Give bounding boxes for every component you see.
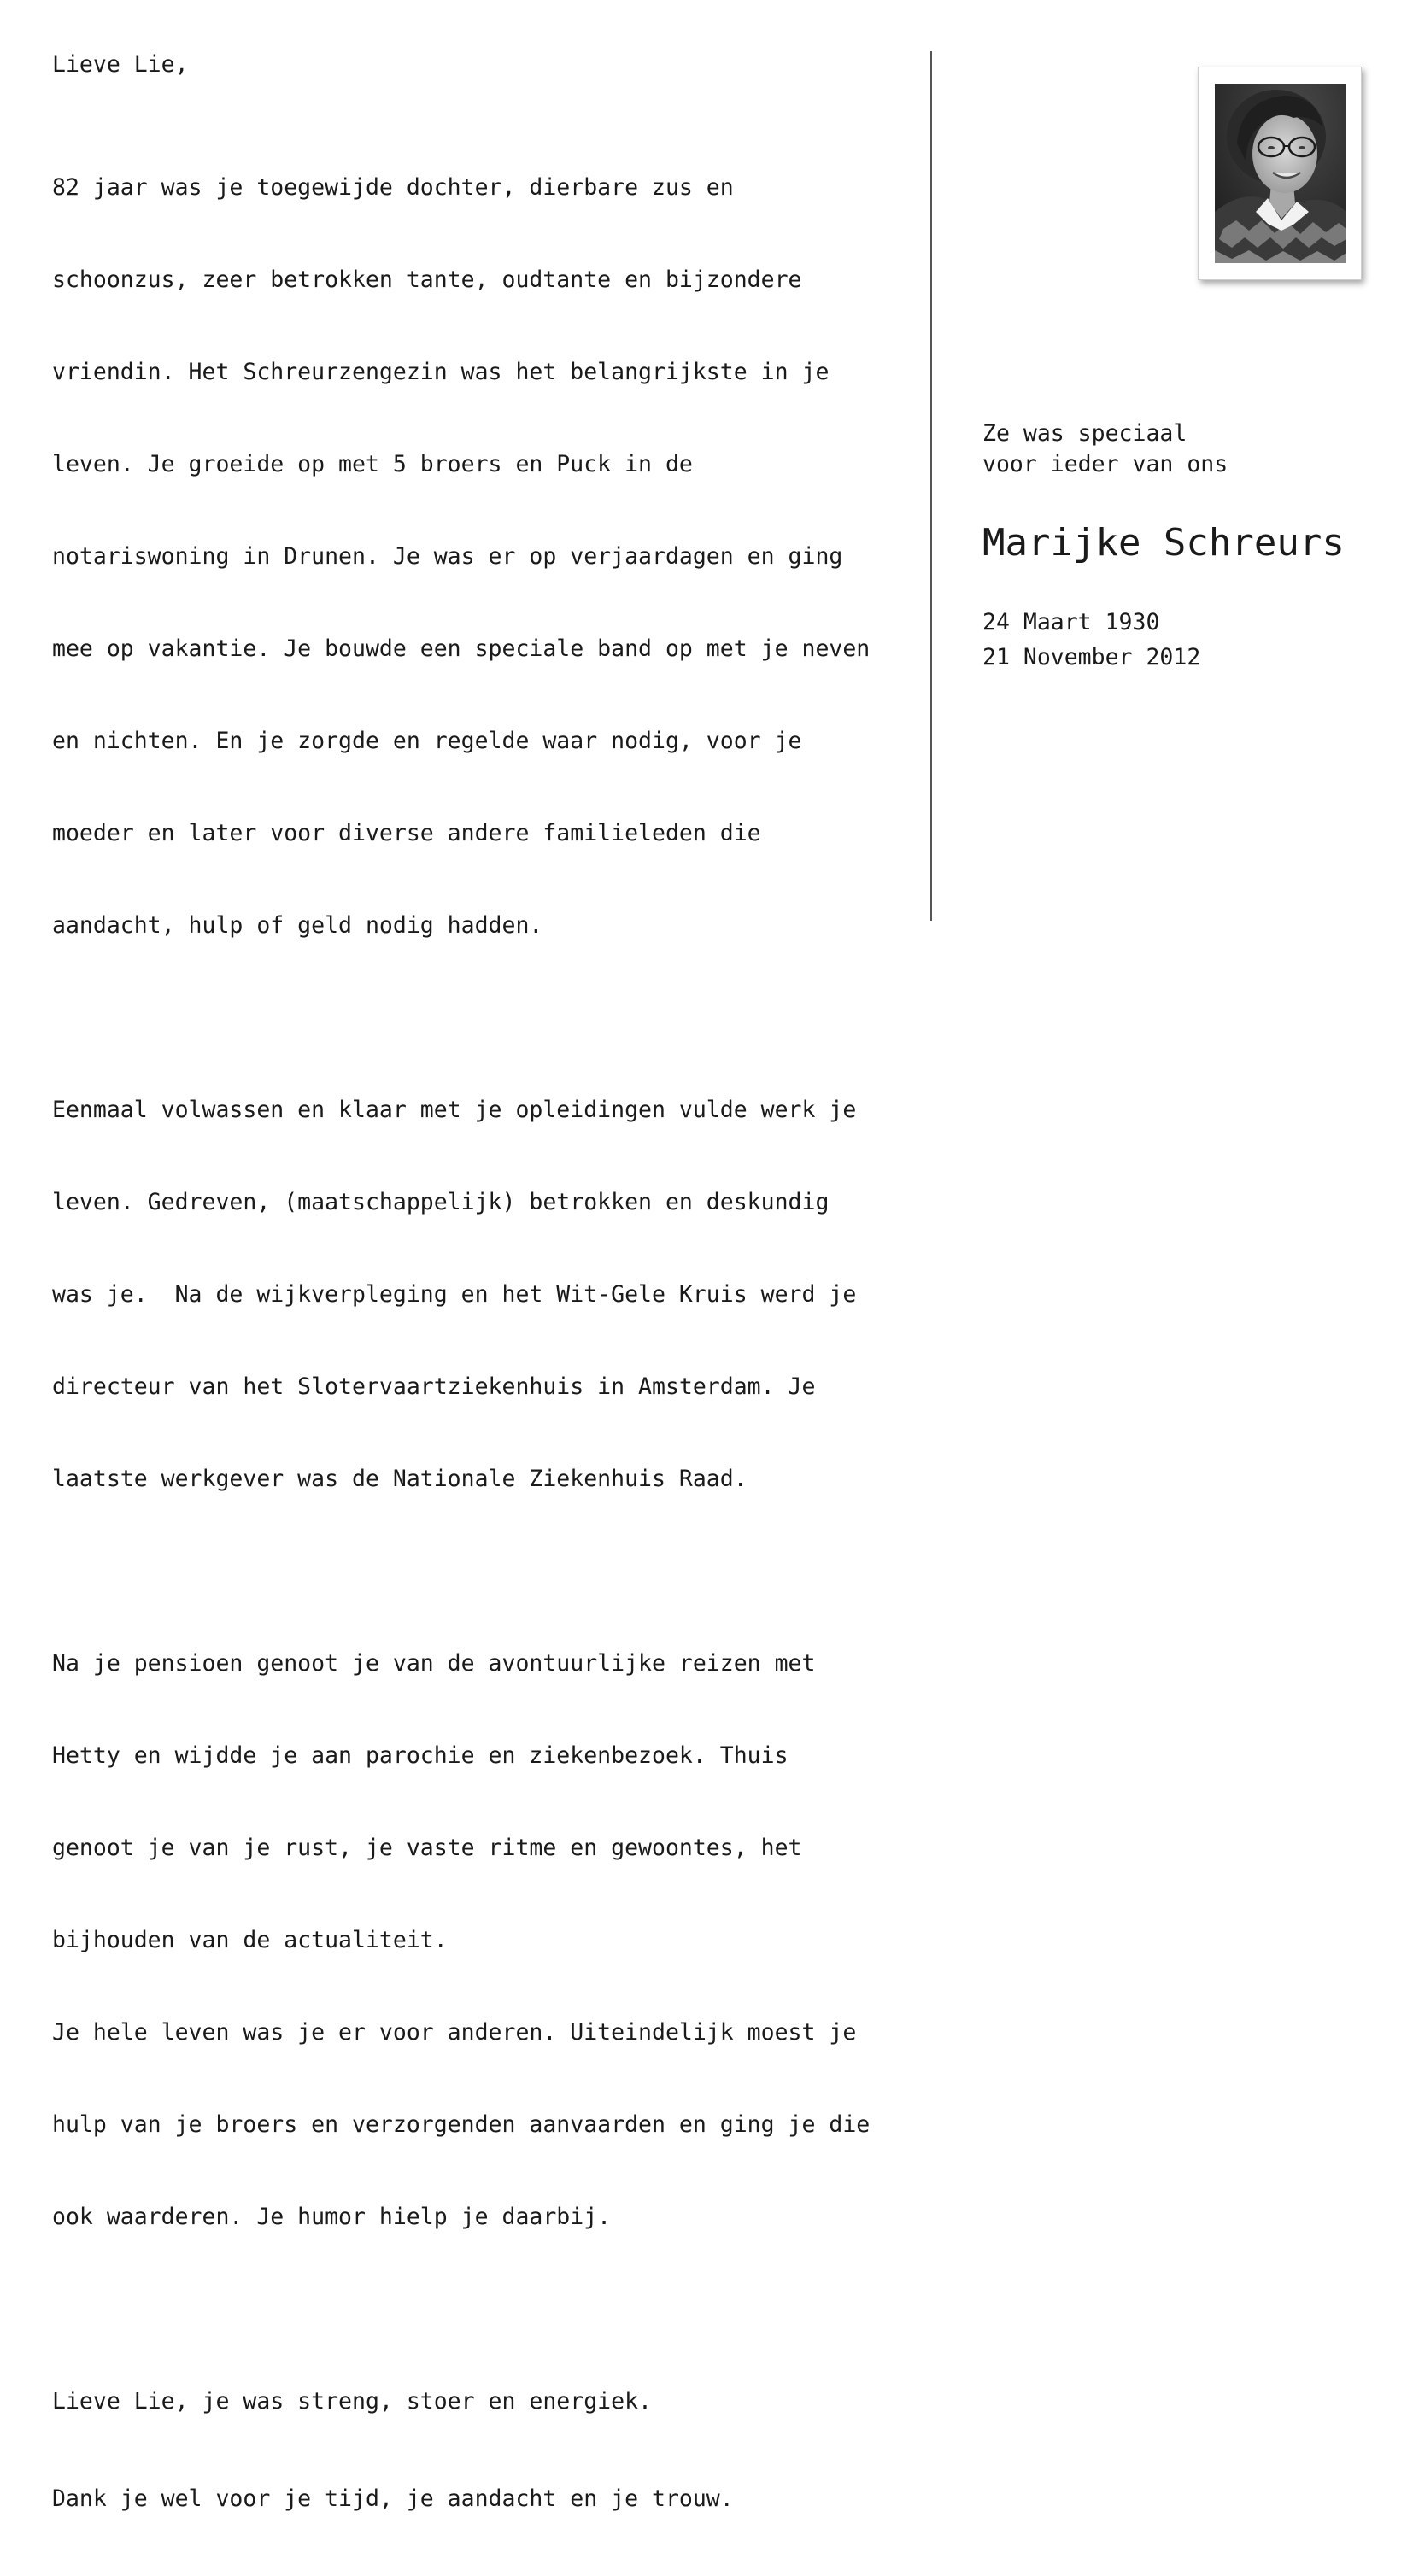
text-line: hulp van je broers en verzorgenden aanvaarden en ging je die (52, 2111, 871, 2138)
paragraph-closing (52, 2325, 923, 2576)
text-line: bijhouden van de actualiteit. (52, 1927, 448, 1953)
text-line: directeur van het Slotervaartziekenhuis in Amsterdam. Je (52, 1373, 816, 1400)
text-line: Hetty en wijdde je aan parochie en ziekenbezoek. Thuis (52, 1742, 789, 1769)
text-line: laatste werkgever was de Nationale Ziekenhuis Raad. (52, 1466, 748, 1492)
text-line: leven. Gedreven, (maatschappelijk) betrokken en deskundig (52, 1189, 830, 1215)
photo-frame (1198, 67, 1362, 280)
tagline (982, 419, 1401, 480)
greeting (52, 50, 923, 80)
paragraph-family (52, 111, 923, 1003)
text-line: Je hele leven was je er voor anderen. Uiteindelijk moest je (52, 2019, 857, 2046)
paragraph-retirement (52, 1587, 923, 2294)
text-line: moeder en later voor diverse andere familieleden die (52, 820, 761, 846)
paragraph-career (52, 1033, 923, 1556)
text-line: en nichten. En je zorgde en regelde waar nodig, voor je (52, 728, 802, 754)
tagline-line: voor ieder van ons (982, 451, 1228, 477)
portrait-photo (1215, 84, 1346, 263)
text-line: ook waarderen. Je humor hielp je daarbij. (52, 2204, 612, 2230)
text-line: leven. Je groeide op met 5 broers en Puck in de (52, 451, 693, 477)
text-line: was je. Na de wijkverpleging en het Wit-Gele Kruis werd je (52, 1281, 857, 1308)
text-line: 82 jaar was je toegewijde dochter, dierbare zus en (52, 174, 734, 201)
deceased-name: Marijke Schreurs (982, 521, 1345, 565)
death-date: 21 November 2012 (982, 644, 1201, 670)
life-dates (982, 605, 1401, 675)
text-line: Na je pensioen genoot je van de avontuurlijke reizen met (52, 1650, 816, 1677)
text-line: genoot je van je rust, je vaste ritme en gewoontes, het (52, 1835, 802, 1861)
text-line: notariswoning in Drunen. Je was er op verjaardagen en ging (52, 543, 843, 570)
column-divider (930, 51, 932, 921)
text-line: aandacht, hulp of geld nodig hadden. (52, 912, 543, 939)
text-line: mee op vakantie. Je bouwde een speciale band op met je neven (52, 635, 871, 662)
text-line: schoonzus, zeer betrokken tante, oudtante en bijzondere (52, 266, 802, 293)
text-line: Lieve Lie, je was streng, stoer en energiek. (52, 2388, 652, 2415)
text-line: vriendin. Het Schreurzengezin was het belangrijkste in je (52, 359, 830, 385)
text-line: Dank je wel voor je tijd, je aandacht en je trouw. (52, 2485, 734, 2512)
text-line: Eenmaal volwassen en klaar met je opleidingen vulde werk je (52, 1097, 857, 1123)
memorial-details (982, 419, 1401, 675)
tagline-line: Ze was speciaal (982, 420, 1187, 447)
greeting-line: Lieve Lie, (52, 51, 189, 78)
birth-date: 24 Maart 1930 (982, 609, 1160, 635)
letter-text (52, 50, 923, 2576)
